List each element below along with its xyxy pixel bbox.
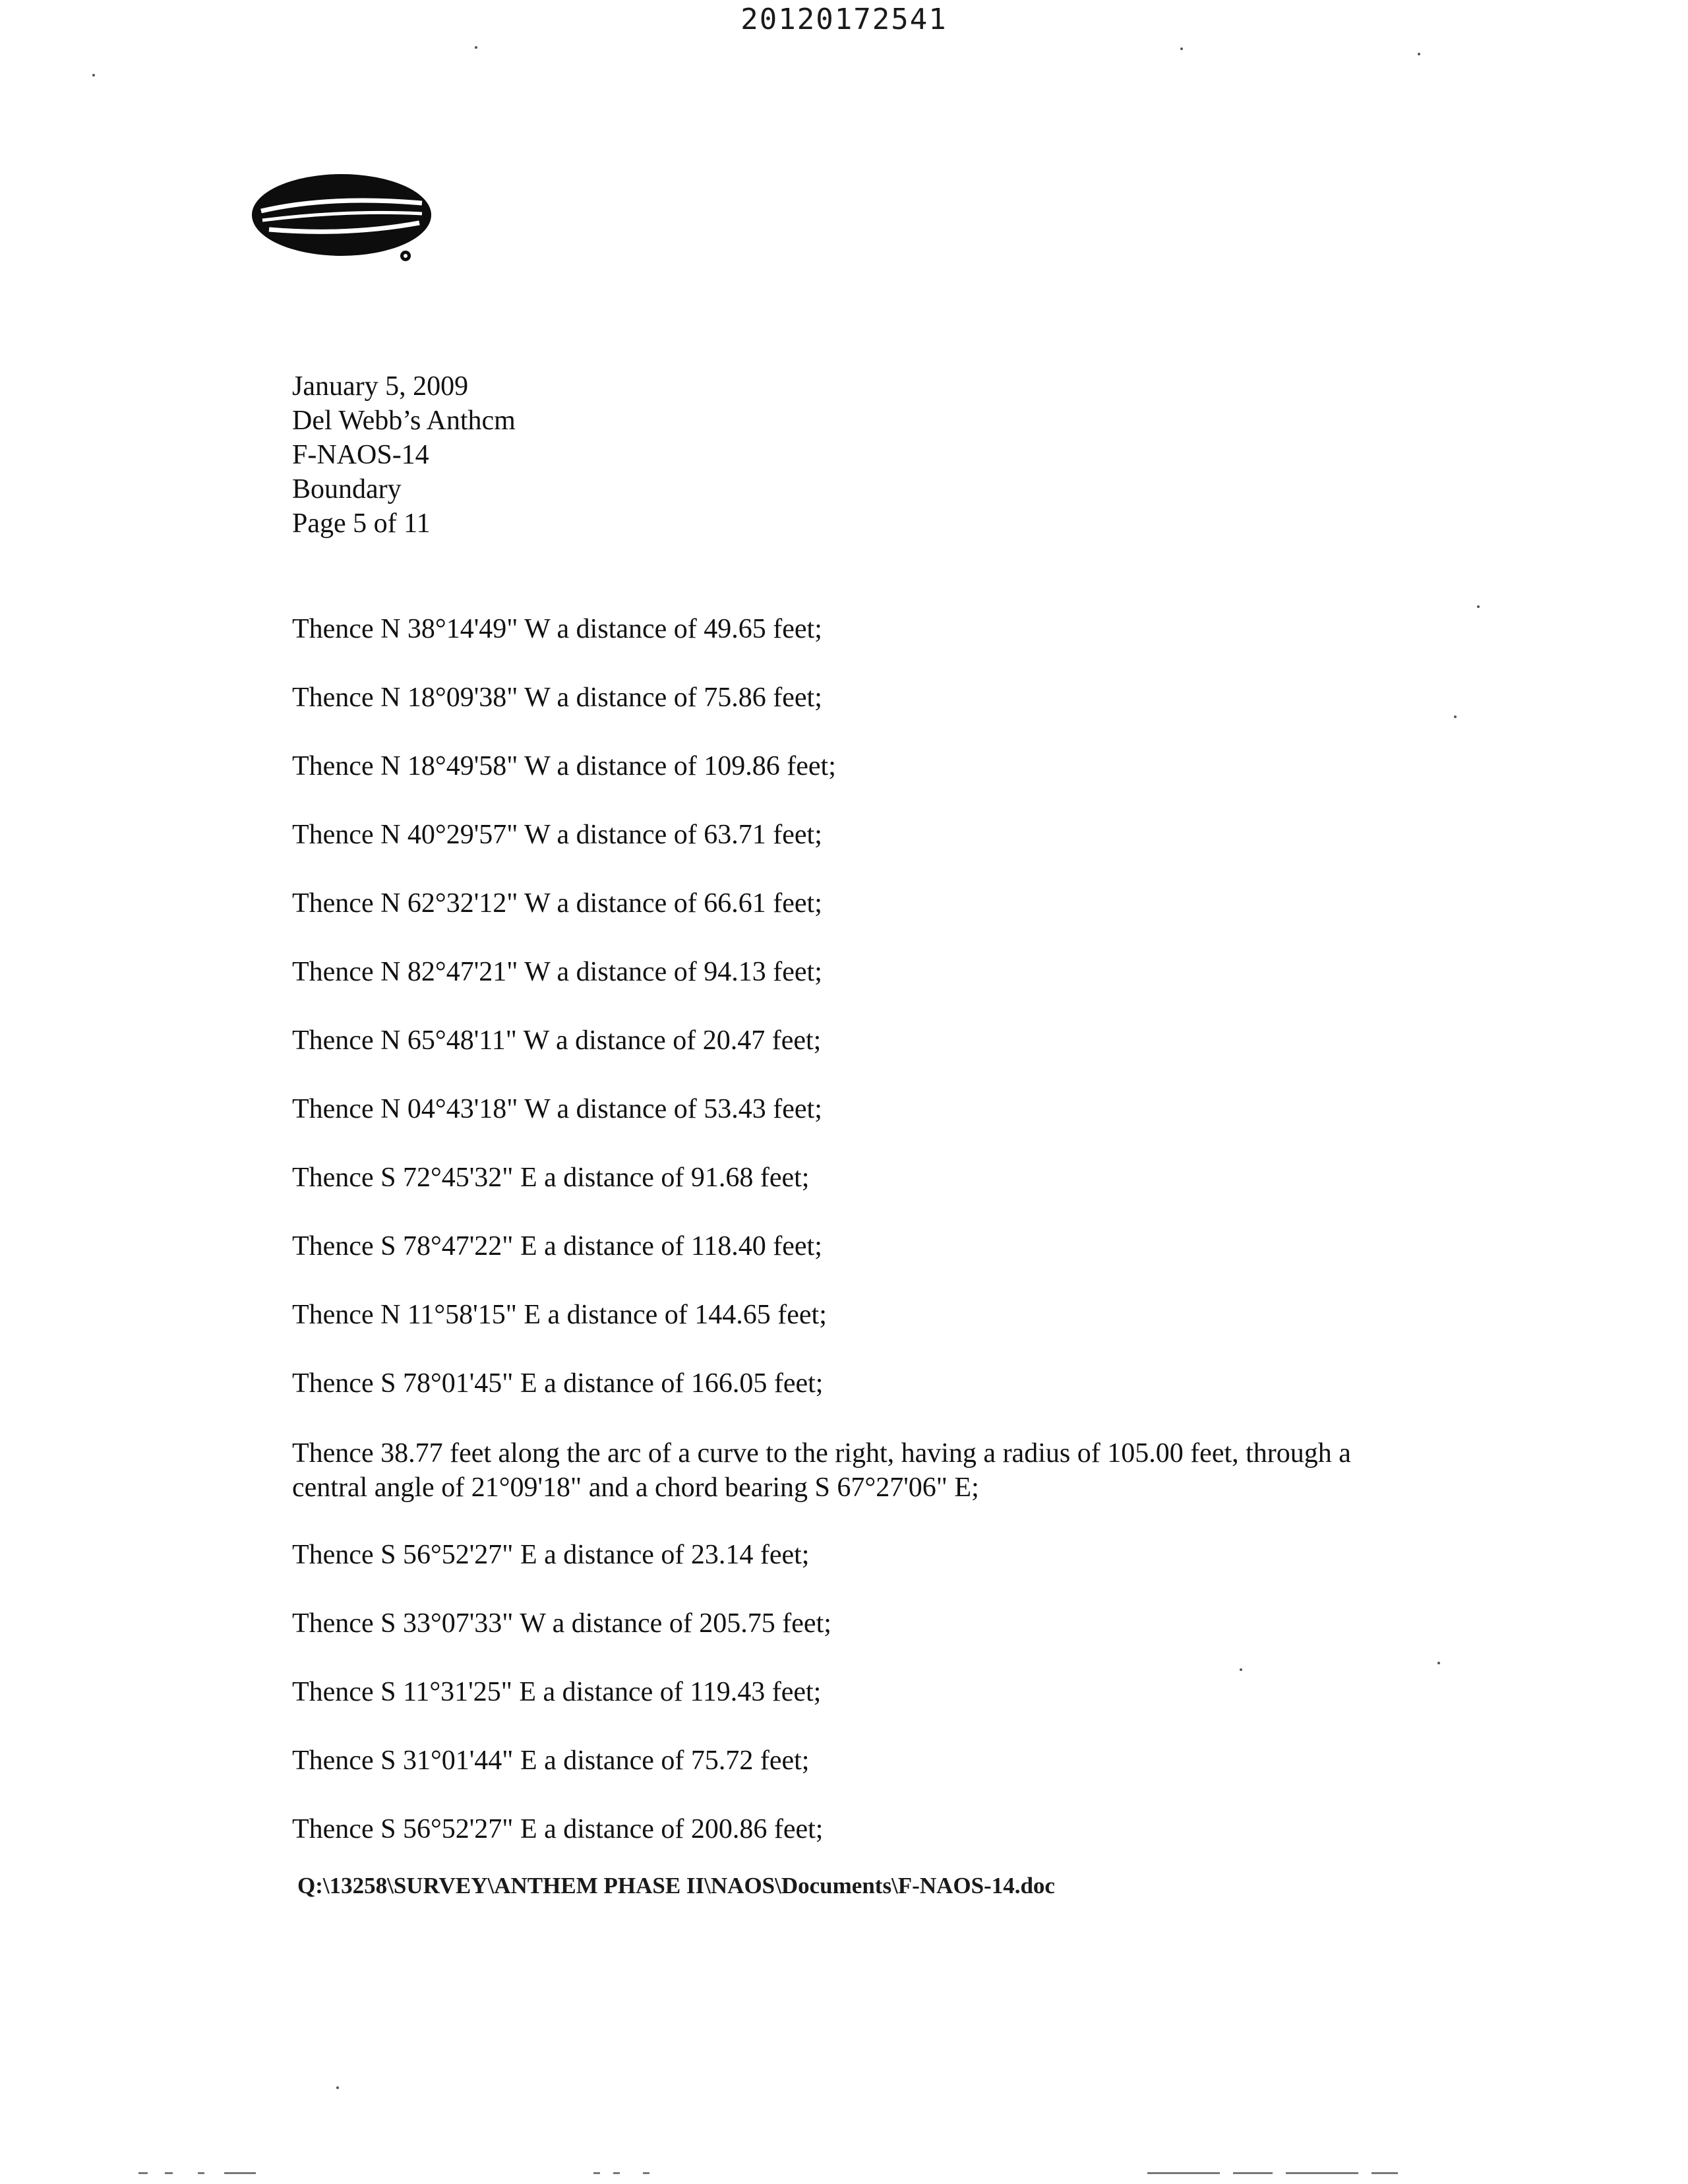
file-path-footer: Q:\13258\SURVEY\ANTHEM PHASE II\NAOS\Documents\F-NAOS-14.doc (297, 1873, 1055, 1898)
scan-speck (1477, 605, 1480, 608)
scan-mark (198, 2172, 204, 2174)
scan-speck (336, 2086, 339, 2089)
course-line: Thence S 78°01'45" E a distance of 166.05 feet; (292, 1368, 824, 1399)
header-page-number: Page 5 of 11 (292, 508, 431, 539)
scan-speck (1418, 53, 1420, 55)
scan-mark (138, 2172, 148, 2174)
course-line: Thence N 11°58'15" E a distance of 144.65 feet; (292, 1300, 827, 1330)
course-line: Thence S 72°45'32" E a distance of 91.68 feet; (292, 1163, 810, 1193)
course-line: Thence N 18°09'38" W a distance of 75.86 feet; (292, 682, 822, 713)
course-line: Thence S 11°31'25" E a distance of 119.43 feet; (292, 1677, 822, 1707)
header-parcel: F-NAOS-14 (292, 440, 429, 470)
scan-mark (165, 2172, 173, 2174)
course-line: Thence S 33°07'33" W a distance of 205.75 feet; (292, 1608, 831, 1639)
scan-speck (1454, 715, 1457, 718)
course-line: Thence S 56°52'27" E a distance of 23.14 feet; (292, 1540, 810, 1570)
document-header (292, 369, 516, 541)
scan-mark (224, 2172, 256, 2174)
header-subject: Boundary (292, 474, 402, 504)
curve-course-line: Thence 38.77 feet along the arc of a curve to the right, having a radius of 105.00 feet, through a central angle of 21°09'18" and a chord bearing S 67°27'06" E; (292, 1438, 1351, 1503)
course-line: Thence N 65°48'11" W a distance of 20.47 feet; (292, 1025, 822, 1056)
scan-speck (1240, 1668, 1242, 1671)
company-logo-icon (249, 171, 447, 270)
course-line: Thence S 56°52'27" E a distance of 200.86 feet; (292, 1814, 824, 1844)
scan-mark (1372, 2172, 1398, 2174)
course-line: Thence N 18°49'58" W a distance of 109.86 feet; (292, 751, 836, 781)
scan-mark (1233, 2172, 1273, 2174)
header-date: January 5, 2009 (292, 371, 469, 402)
course-line: Thence S 78°47'22" E a distance of 118.40 feet; (292, 1231, 822, 1261)
course-line: Thence N 62°32'12" W a distance of 66.61 feet; (292, 888, 822, 919)
scan-mark (593, 2172, 600, 2174)
course-line: Thence N 40°29'57" W a distance of 63.71 feet; (292, 820, 822, 850)
scan-speck (1180, 47, 1183, 50)
course-line: Thence N 82°47'21" W a distance of 94.13 feet; (292, 957, 822, 987)
scan-speck (92, 74, 95, 76)
course-line: Thence S 31°01'44" E a distance of 75.72 feet; (292, 1745, 810, 1776)
course-line: Thence N 04°43'18" W a distance of 53.43 feet; (292, 1094, 822, 1124)
course-line: Thence N 38°14'49" W a distance of 49.65 feet; (292, 614, 822, 644)
scan-mark (1147, 2172, 1220, 2174)
scan-mark (643, 2172, 649, 2174)
scan-mark (613, 2172, 620, 2174)
scan-edge-marks (0, 2169, 1688, 2177)
scan-speck (1437, 1662, 1440, 1664)
scan-speck (475, 46, 477, 49)
scan-mark (1286, 2172, 1358, 2174)
document-number: 20120172541 (740, 3, 948, 36)
header-project: Del Webb’s Anthcm (292, 406, 516, 436)
